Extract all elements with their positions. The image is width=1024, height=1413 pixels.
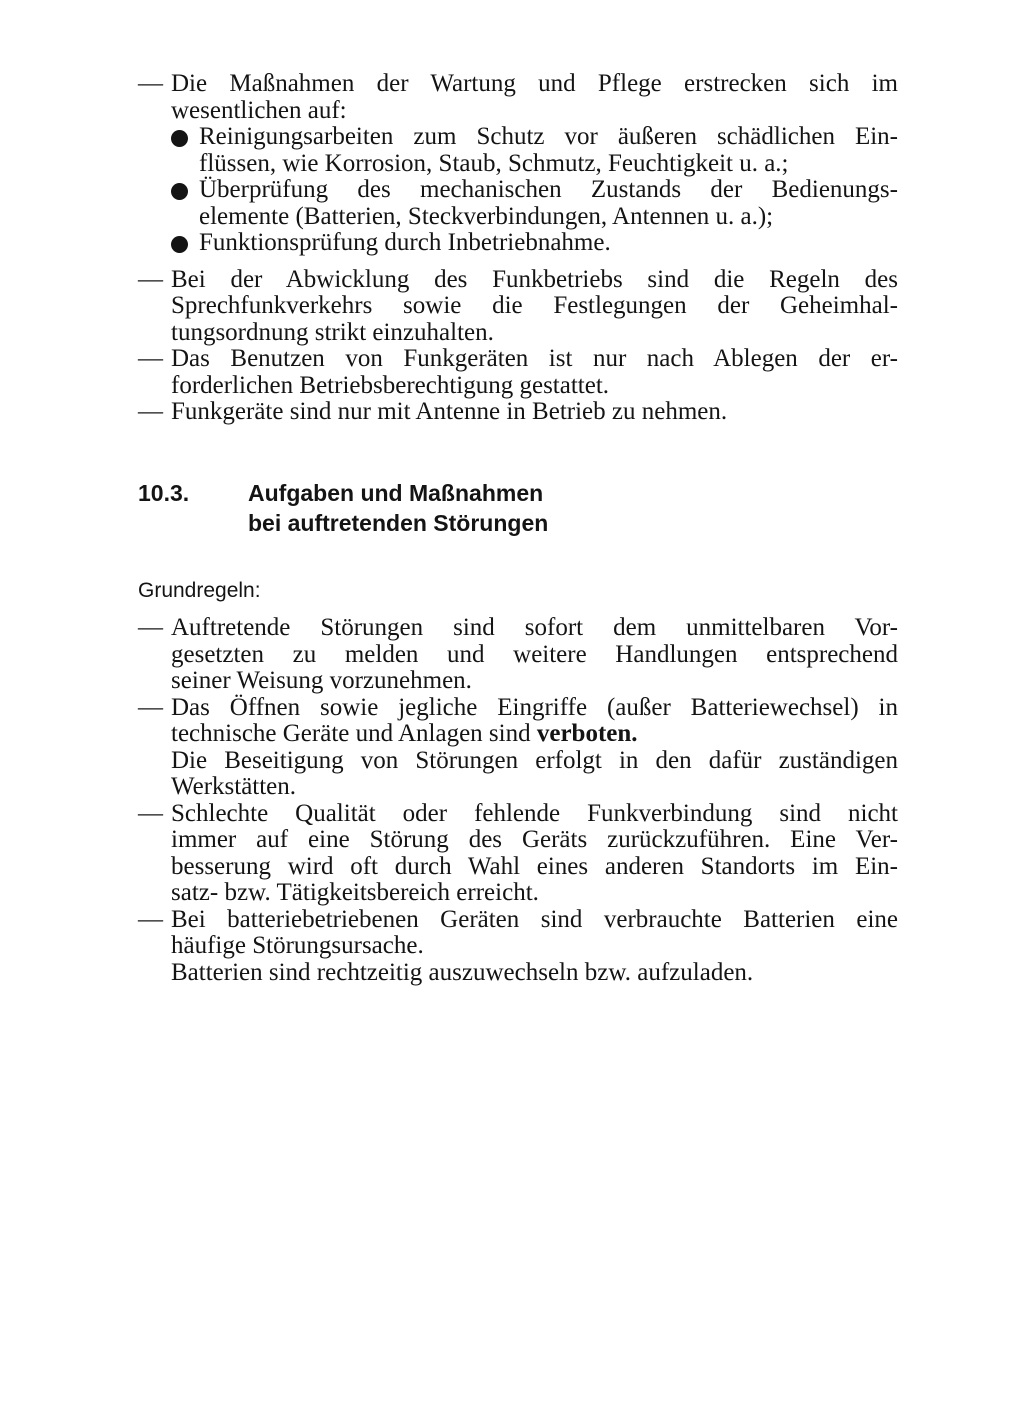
text-line: Bei der Abwicklung des Funkbetriebs sind die Regeln des: [171, 265, 898, 293]
list-item: [138, 615, 898, 695]
list-item: [138, 907, 898, 987]
text-line: seiner Weisung vorzunehmen.: [171, 667, 472, 694]
text-line: Werkstätten.: [171, 773, 297, 800]
text-line: Die Beseitigung von Störungen erfolgt in den dafür zuständigen: [171, 746, 898, 774]
text-line: Schlechte Qualität oder fehlende Funkverbindung sind nicht: [171, 799, 898, 827]
rules-list: [138, 615, 898, 986]
list-item: [138, 801, 898, 907]
text-line: immer auf eine Störung des Geräts zurückzuführen. Eine Ver-: [171, 826, 898, 853]
text-line: häufige Störungsursache.: [171, 932, 424, 959]
text-fragment: technische Geräte und Anlagen sind: [171, 720, 537, 747]
text-line: Bei batteriebetriebenen Geräten sind verbrauchte Batterien eine: [171, 905, 898, 933]
list-item: [138, 346, 898, 399]
bullet-dot-icon: [171, 130, 188, 147]
dash-marker: —: [138, 693, 163, 721]
text-line: Überprüfung des mechanischen Zustands der Bedienungs-: [199, 176, 898, 203]
text-line: Reinigungsarbeiten zum Schutz vor äußeren schädlichen Ein-: [199, 123, 898, 150]
dash-marker: —: [138, 799, 163, 827]
dash-marker: —: [138, 265, 163, 293]
text-line: elemente (Batterien, Steckverbindungen, Antennen u. a.);: [199, 202, 774, 230]
dash-marker: —: [138, 905, 163, 933]
dash-marker: —: [138, 345, 163, 372]
text-line: wesentlichen auf:: [171, 96, 347, 124]
bullet-dot-icon: [171, 183, 188, 200]
section-title-line-1: Aufgaben und Maßnahmen: [248, 480, 544, 506]
text-line: besserung wird oft durch Wahl eines anderen Standorts im Ein-: [171, 852, 898, 880]
list-item: [138, 71, 898, 124]
bullet-item: [171, 230, 898, 257]
text-line: flüssen, wie Korrosion, Staub, Schmutz, Feuchtigkeit u. a.;: [199, 149, 789, 177]
text-line: forderlichen Betriebsberechtigung gestattet.: [171, 371, 610, 399]
bullet-item: [171, 177, 898, 230]
list-item: [138, 695, 898, 801]
text-line: Batterien sind rechtzeitig auszuwechseln bzw. aufzuladen.: [171, 958, 754, 986]
bullet-list: [171, 124, 898, 257]
dash-marker: —: [138, 398, 163, 425]
bullet-item: [171, 124, 898, 177]
text-line: Auftretende Störungen sind sofort dem unmittelbaren Vor-: [171, 614, 898, 641]
emphasis-text: verboten.: [536, 720, 638, 747]
text-line: Das Öffnen sowie jegliche Eingriffe (außer Batteriewechsel) in: [171, 693, 898, 721]
list-item: [138, 267, 898, 347]
bullet-dot-icon: [171, 236, 188, 253]
text-line: Das Benutzen von Funkgeräten ist nur nach Ablegen der er-: [171, 345, 898, 372]
dash-marker: —: [138, 614, 163, 641]
list-item: [138, 399, 898, 426]
text-line: tungsordnung strikt einzuhalten.: [171, 318, 494, 346]
text-line: Die Maßnahmen der Wartung und Pflege erstrecken sich im: [171, 70, 898, 97]
text-line: Sprechfunkverkehrs sowie die Festlegungen der Geheimhal-: [171, 292, 898, 319]
section-number: 10.3.: [138, 480, 190, 506]
maintenance-list: [138, 71, 898, 426]
dash-marker: —: [138, 70, 163, 97]
section-title-line-2: bei auftretenden Störungen: [248, 510, 549, 536]
grundregeln-label: Grundregeln:: [138, 579, 261, 602]
text-line: Funkgeräte sind nur mit Antenne in Betrieb zu nehmen.: [171, 398, 728, 425]
text-line: [171, 721, 898, 748]
text-line: gesetzten zu melden und weitere Handlungen entsprechend: [171, 640, 898, 668]
text-line: satz- bzw. Tätigkeitsbereich erreicht.: [171, 879, 539, 906]
text-line: Funktionsprüfung durch Inbetriebnahme.: [199, 229, 611, 256]
